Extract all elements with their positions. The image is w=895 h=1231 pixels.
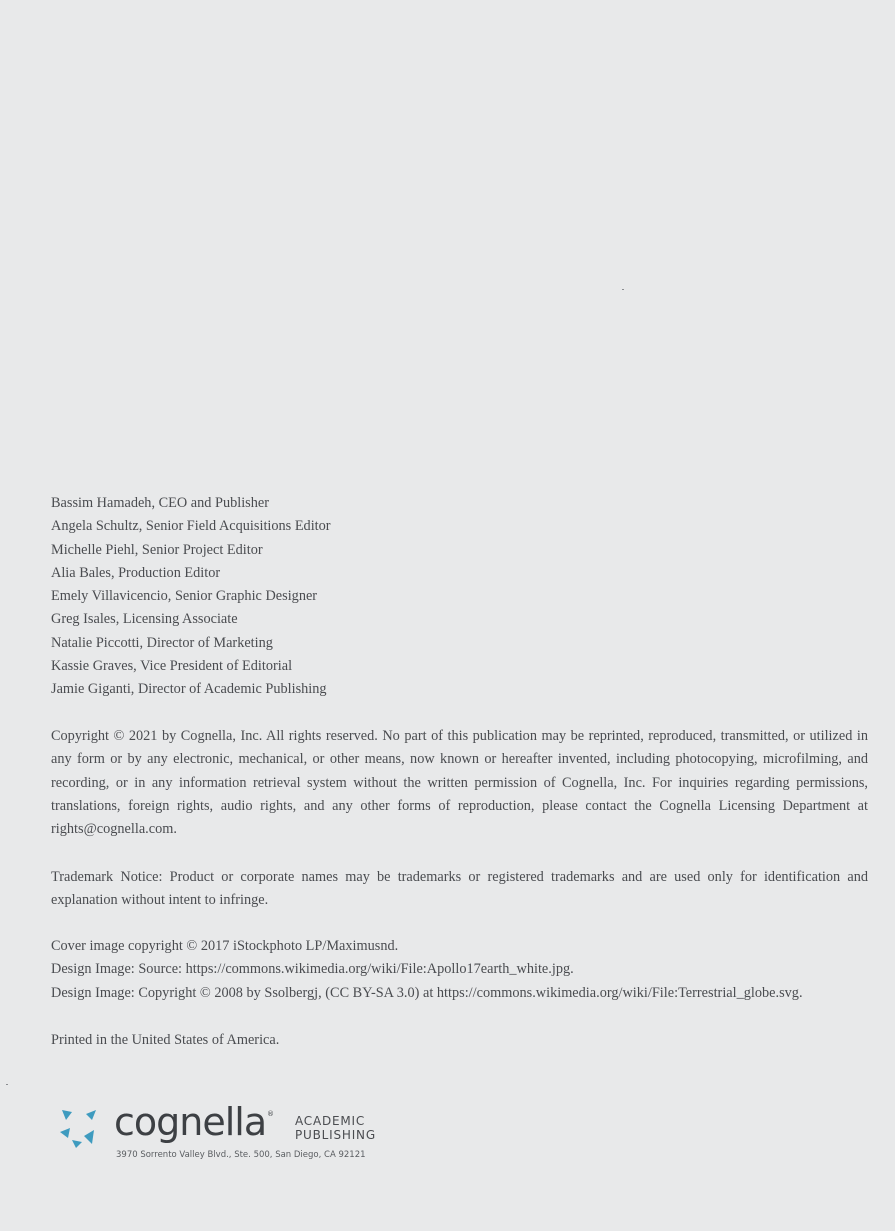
cognella-mark-icon xyxy=(56,1106,100,1150)
cognella-logo xyxy=(56,1100,396,1166)
credit-line: Kassie Graves, Vice President of Editorial xyxy=(51,658,293,675)
staff-credits xyxy=(51,492,331,702)
logo-tagline xyxy=(295,1114,376,1142)
credit-line: Bassim Hamadeh, CEO and Publisher xyxy=(51,495,269,511)
credit-line: Greg Isales, Licensing Associate xyxy=(51,611,238,628)
credit-line: Natalie Piccotti, Director of Marketing xyxy=(51,634,273,651)
page-speck xyxy=(622,289,624,290)
image-credits xyxy=(51,935,868,1005)
credit-line: Alia Bales, Production Editor xyxy=(51,564,221,581)
image-credit-line: Design Image: Copyright © 2008 by Ssolbergj, (CC BY-SA 3.0) at https://commons.wikimedia.org/wiki/File:Terrestrial_globe.svg. xyxy=(51,984,803,1001)
credit-line: Angela Schultz, Senior Field Acquisitions Editor xyxy=(51,518,331,535)
publisher-address: 3970 Sorrento Valley Blvd., Ste. 500, San Diego, CA 92121 xyxy=(116,1150,366,1160)
copyright-notice: Copyright © 2021 by Cognella, Inc. All rights reserved. No part of this publication may be reprinted, reproduced, transmitted, or utilized in any form or by any electronic, mechanical, or other means, now known or hereafter invented, including photocopying, microfilming, and recording, or in any information retrieval system without the written permission of Cognella, Inc. For inquiries regarding permissions, translations, foreign rights, audio rights, and any other forms of reproduction, please contact the Cognella Licensing Department at rights@cognella.com. xyxy=(51,728,868,838)
registered-mark: ® xyxy=(267,1110,274,1118)
image-credit-line: Design Image: Source: https://commons.wikimedia.org/wiki/File:Apollo17earth_white.jpg. xyxy=(51,961,574,978)
credit-line: Michelle Piehl, Senior Project Editor xyxy=(51,541,263,558)
page-speck xyxy=(6,1084,8,1085)
trademark-notice: Trademark Notice: Product or corporate names may be trademarks or registered trademarks and are used only for identification and explanation without intent to infringe. xyxy=(51,869,868,909)
credit-line: Emely Villavicencio, Senior Graphic Designer xyxy=(51,588,318,605)
tagline-publishing: PUBLISHING xyxy=(295,1128,376,1142)
image-credit-line: Cover image copyright © 2017 iStockphoto LP/Maximusnd. xyxy=(51,938,399,954)
printed-in: Printed in the United States of America. xyxy=(51,1032,280,1048)
credit-line: Jamie Giganti, Director of Academic Publishing xyxy=(51,681,327,698)
logo-wordmark: cognella xyxy=(114,1100,267,1144)
tagline-academic: ACADEMIC xyxy=(295,1114,366,1128)
